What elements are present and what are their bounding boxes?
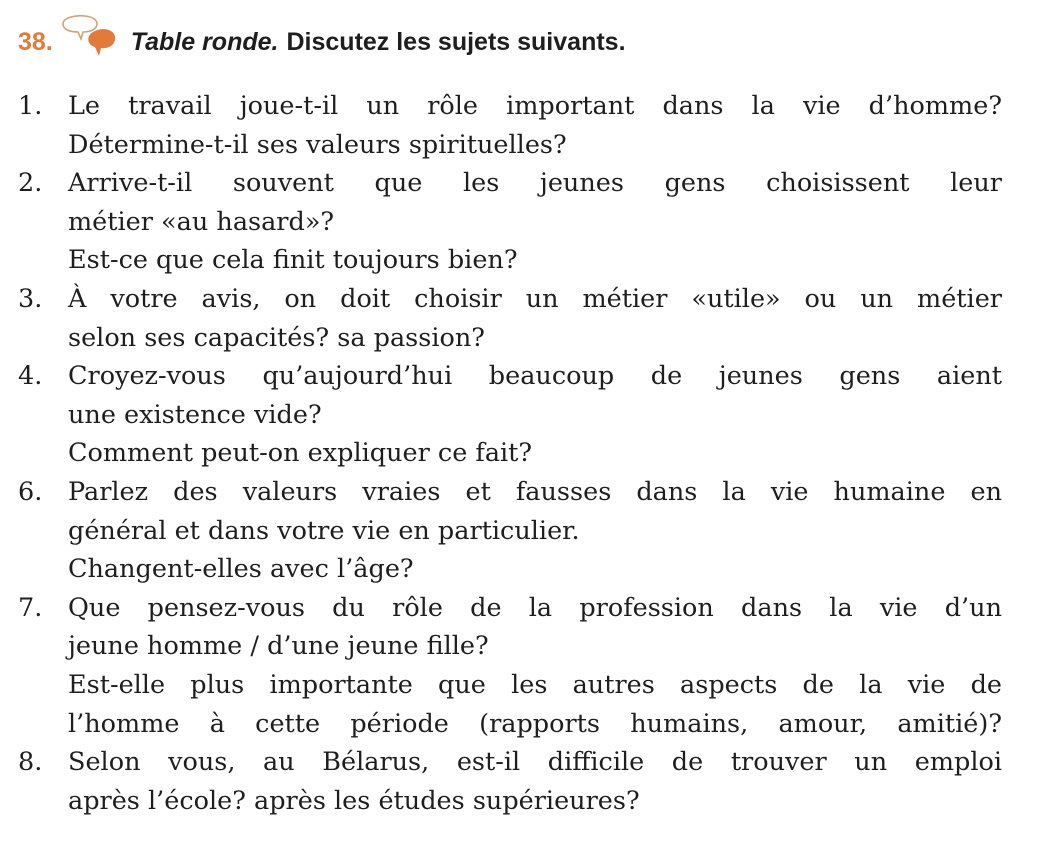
item-text-line: Selon vous, au Bélarus, est-il difficile de trouver un emploi [68,747,1002,778]
exercise-number: 38. [18,27,53,56]
item-text-line: général et dans votre vie en particulier. [68,515,580,546]
item-number: 3. [18,283,43,314]
item-text-line: métier «au hasard»? [68,206,335,237]
list-item [18,164,1002,280]
item-text-line: l’homme à cette période (rapports humains, amour, amitié)? [68,708,1002,739]
item-text-line: Changent-elles avec l’âge? [68,554,414,585]
exercise-header [18,22,626,62]
item-number: 2. [18,168,43,199]
exercise-instruction: Discutez les sujets suivants. [286,27,626,56]
item-text-line: Le travail joue-t-il un rôle important dans la vie d’homme? [68,91,1002,121]
item-text-line: Que pensez-vous du rôle de la profession dans la vie d’un [68,592,1002,623]
item-number: 7. [18,592,43,623]
list-item [18,87,1002,164]
item-number: 4. [18,361,43,392]
item-text-line: Est-elle plus importante que les autres aspects de la vie de [68,669,1002,700]
item-text-line: Est-ce que cela finit toujours bien? [68,245,518,276]
item-text-line: après l’école? après les études supérieures? [68,785,640,816]
item-text-line: jeune homme / d’une jeune fille? [68,631,489,662]
item-number: 6. [18,476,43,507]
item-text-line: selon ses capacités? sa passion? [68,322,485,353]
item-text-line: Arrive-t-il souvent que les jeunes gens choisissent leur [68,168,1002,199]
exercise-title: Table ronde. [130,27,279,56]
list-item [18,280,1002,357]
item-text-line: Parlez des valeurs vraies et fausses dans la vie humaine en [68,476,1002,507]
item-number: 1. [18,91,43,121]
list-item [18,743,1002,820]
discussion-topics-list [18,87,1002,820]
item-text-line: une existence vide? [68,399,322,430]
list-item [18,589,1002,743]
item-number: 8. [18,747,43,778]
item-text-line: À votre avis, on doit choisir un métier «utile» ou un métier [68,283,1002,314]
list-item [18,357,1002,473]
item-text-line: Comment peut-on expliquer ce fait? [68,438,533,469]
item-text-line: Détermine-t-il ses valeurs spirituelles? [68,129,567,160]
list-item [18,473,1002,589]
speech-bubbles-icon [59,14,121,58]
item-text-line: Croyez-vous qu’aujourd’hui beaucoup de jeunes gens aient [68,361,1002,392]
